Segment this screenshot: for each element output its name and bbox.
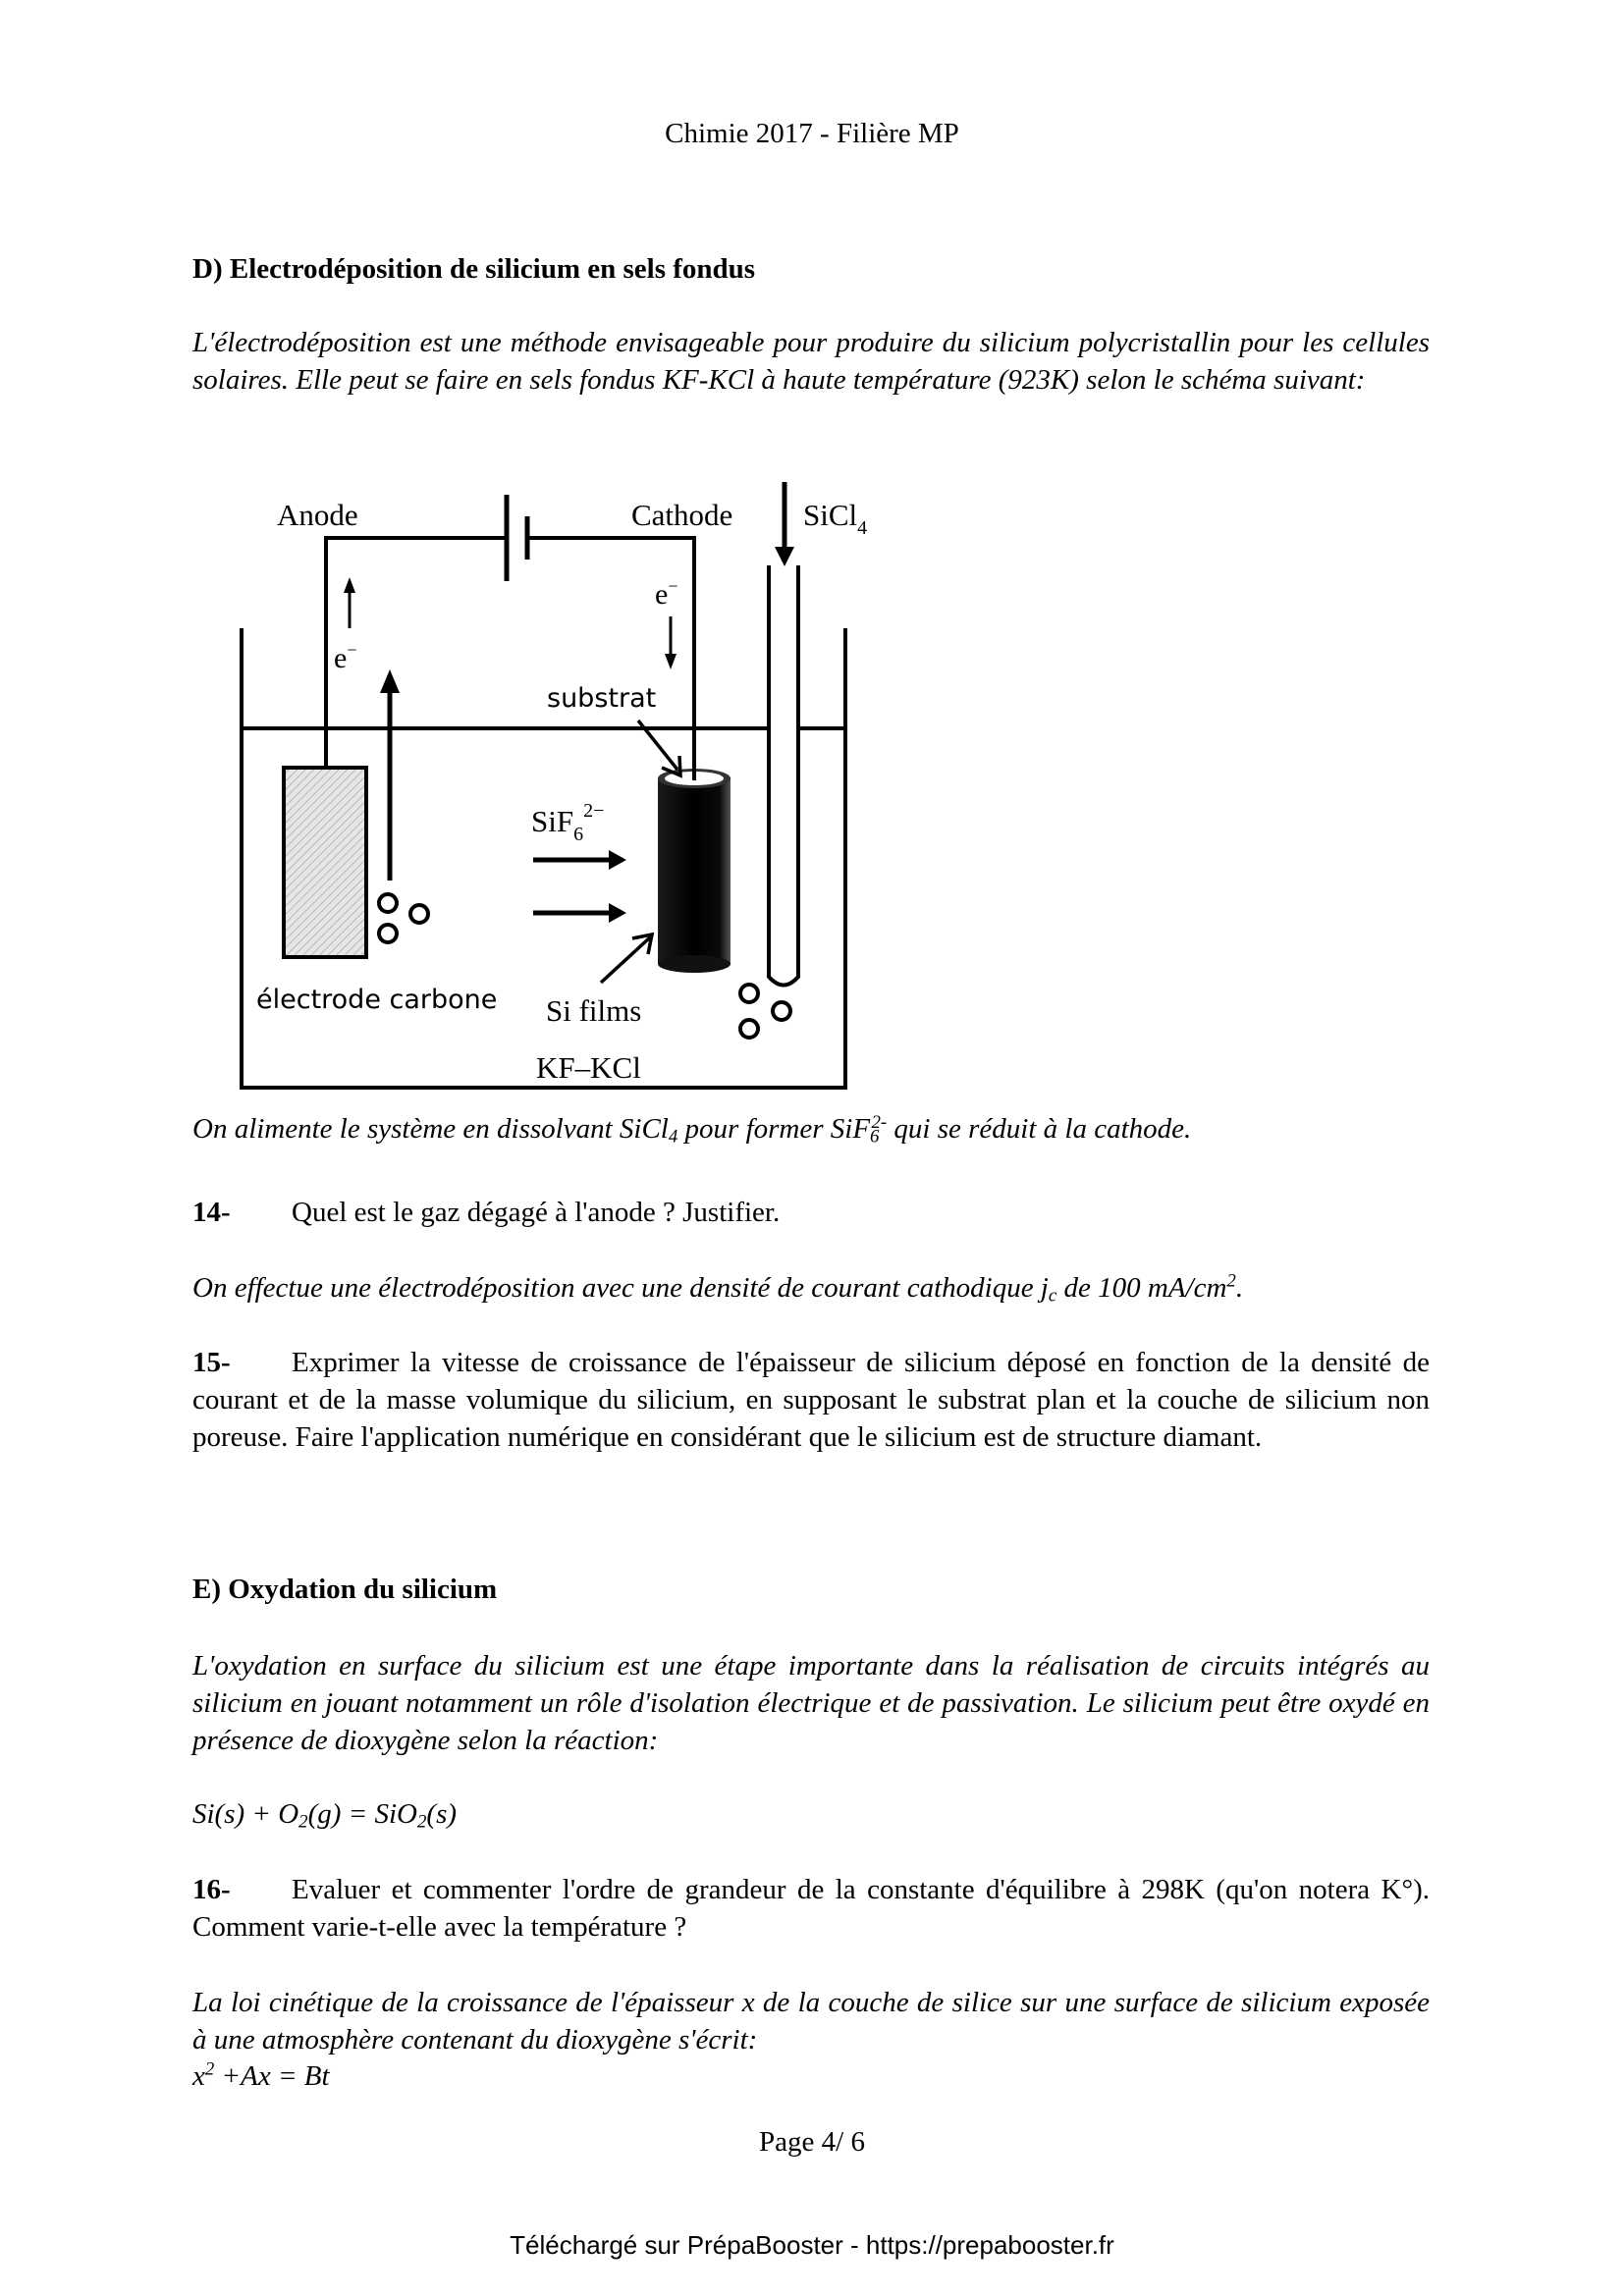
- download-footer: Téléchargé sur PrépaBooster - https://prepabooster.fr: [510, 2230, 1114, 2260]
- section-e-heading: E) Oxydation du silicium: [192, 1574, 498, 1605]
- cathode-label: Cathode: [631, 498, 733, 532]
- sif6-label: SiF$_6^{2-}$: [531, 800, 605, 845]
- kinetic-law: $x^2 +Ax = Bt$: [192, 2058, 330, 2092]
- question-number: 14-: [192, 1197, 231, 1228]
- electron-label-right: e−: [655, 576, 678, 611]
- page-header: Chimie 2017 - Filière MP: [665, 118, 959, 149]
- question-14: 14- Quel est le gaz dégagé à l'anode ? Justifier.: [192, 1194, 1430, 1231]
- question-15: 15- Exprimer la vitesse de croissance de l'épaisseur de silicium déposé en fonction de la densité de courant et de la masse volumique du silicium, en supposant le substrat plan et la couche de silicium non poreuse. Faire l'application numérique en considérant que le silicium est de structure diamant.: [192, 1344, 1430, 1456]
- substrat-label: substrat: [547, 683, 657, 714]
- section-d-intro: L'électrodéposition est une méthode envisageable pour produire du silicium polycristallin pour les cellules solaires. Elle peut se faire en sels fondus KF-KCl à haute température (923K) selon le schéma suivant:: [192, 327, 1430, 396]
- electron-label-left: e−: [334, 640, 357, 674]
- page-number: Page 4/ 6: [759, 2126, 865, 2158]
- tube-bubbles-icon: [740, 985, 790, 1038]
- question-number: 15-: [192, 1347, 231, 1378]
- electrodeposition-diagram: [0, 0, 1624, 1109]
- electron-arrow-up-icon: [344, 577, 355, 628]
- sif6-flow-arrow-icon: [533, 850, 626, 923]
- circuit-wire: [326, 538, 694, 793]
- si-films-label: Si films: [546, 993, 642, 1028]
- sicl4-feed-arrow-icon: [775, 482, 794, 566]
- section-d-heading: D) Electrodéposition de silicium en sels fondus: [192, 253, 756, 285]
- anode-label: Anode: [277, 498, 358, 532]
- feed-sentence: On alimente le système en dissolvant SiCl$_4$ pour former SiF$_6^{2-}$ qui se réduit à la cathode.: [192, 1111, 1192, 1148]
- oxidation-reaction: $Si(s) + O_2(g) = SiO_2(s)$: [192, 1798, 458, 1833]
- gas-rising-arrow-icon: [380, 669, 400, 881]
- si-films-pointer-arrow-icon: [601, 934, 652, 983]
- carbon-electrode: [284, 768, 366, 957]
- anode-bubbles-icon: [379, 894, 428, 942]
- question-16: 16- Evaluer et commenter l'ordre de grandeur de la constante d'équilibre à 298K (qu'on notera K°). Comment varie-t-elle avec la température ?: [192, 1871, 1430, 1946]
- electrolyte-label: KF–KCl: [536, 1050, 641, 1085]
- sicl4-label: SiCl$_4$: [803, 498, 868, 539]
- question-number: 16-: [192, 1874, 231, 1905]
- sicl4-feed-tube: [769, 565, 798, 986]
- current-density-sentence: On effectue une électrodéposition avec une densité de courant cathodique $j_c$ de 100 $mA/cm^2$.: [192, 1270, 1244, 1307]
- electrode-carbone-label: électrode carbone: [256, 985, 498, 1015]
- electron-arrow-down-icon: [665, 616, 677, 669]
- battery-icon: [507, 495, 527, 581]
- section-e-intro: L'oxydation en surface du silicium est une étape importante dans la réalisation de circuits intégrés au silicium en jouant notamment un rôle d'isolation électrique et de passivation. Le silicium peut être oxydé en présence de dioxygène selon la réaction:: [192, 1650, 1430, 1756]
- kinetics-paragraph: La loi cinétique de la croissance de l'épaisseur x de la couche de silice sur une surface de silicium exposée à une atmosphère contenant du dioxygène s'écrit:: [192, 1987, 1430, 2056]
- cathode-cylinder: [658, 728, 731, 973]
